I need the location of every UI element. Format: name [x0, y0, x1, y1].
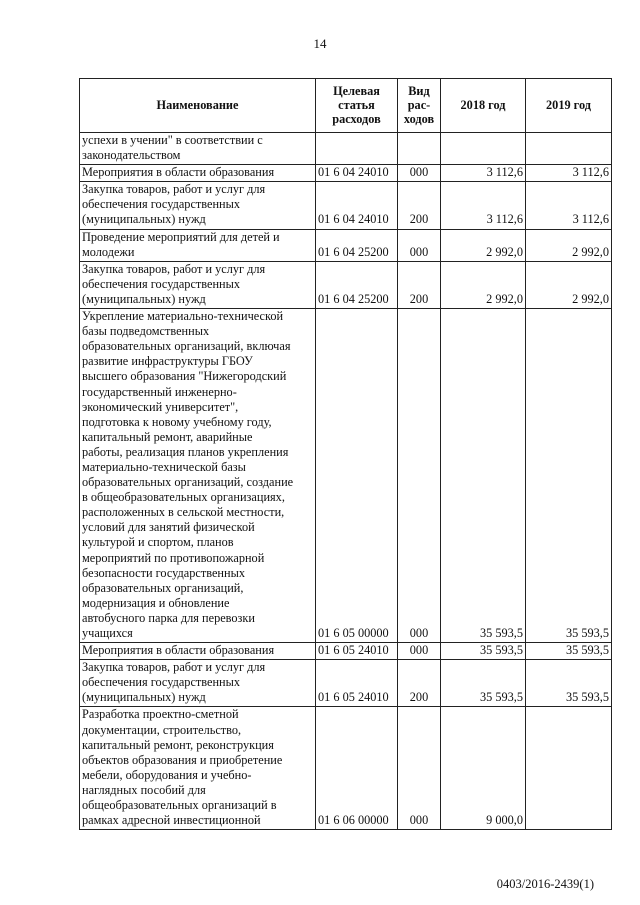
cell-name: Закупка товаров, работ и услуг для обеспечения государственных (муниципальных) нужд	[80, 182, 316, 229]
cell-name: Мероприятия в области образования	[80, 643, 316, 660]
table-row	[80, 309, 612, 643]
cell-name: Закупка товаров, работ и услуг для обеспечения государственных (муниципальных) нужд	[80, 660, 316, 707]
cell-name: Проведение мероприятий для детей и молодежи	[80, 229, 316, 261]
cell-name: успехи в учении" в соответствии с законодательством	[80, 133, 316, 165]
cell-name: Мероприятия в области образования	[80, 165, 316, 182]
cell-target-article: 01 6 05 00000	[316, 309, 398, 643]
cell-2018: 3 112,6	[441, 182, 526, 229]
cell-2019: 2 992,0	[526, 261, 612, 308]
cell-expense-kind: 200	[398, 182, 441, 229]
table-header-row	[80, 79, 612, 133]
page-number: 14	[313, 36, 327, 51]
cell-expense-kind: 000	[398, 707, 441, 830]
table-row	[80, 182, 612, 229]
cell-expense-kind	[398, 133, 441, 165]
header-name: Наименование	[80, 79, 316, 133]
cell-2018: 35 593,5	[441, 660, 526, 707]
cell-target-article: 01 6 05 24010	[316, 643, 398, 660]
cell-2019: 35 593,5	[526, 309, 612, 643]
cell-target-article: 01 6 04 24010	[316, 182, 398, 229]
cell-2019: 35 593,5	[526, 660, 612, 707]
cell-target-article: 01 6 04 25200	[316, 229, 398, 261]
cell-expense-kind: 000	[398, 165, 441, 182]
cell-2018	[441, 133, 526, 165]
cell-expense-kind: 000	[398, 309, 441, 643]
cell-target-article: 01 6 04 24010	[316, 165, 398, 182]
table-row	[80, 643, 612, 660]
table-row	[80, 165, 612, 182]
table-row	[80, 707, 612, 830]
cell-name: Закупка товаров, работ и услуг для обеспечения государственных (муниципальных) нужд	[80, 261, 316, 308]
table-row	[80, 261, 612, 308]
cell-expense-kind: 200	[398, 261, 441, 308]
cell-2018: 9 000,0	[441, 707, 526, 830]
cell-2018: 35 593,5	[441, 309, 526, 643]
cell-2019	[526, 707, 612, 830]
document-code: 0403/2016-2439(1)	[496, 877, 594, 891]
budget-table	[79, 78, 612, 830]
cell-expense-kind: 000	[398, 229, 441, 261]
cell-2019: 3 112,6	[526, 182, 612, 229]
header-2018: 2018 год	[441, 79, 526, 133]
cell-target-article: 01 6 05 24010	[316, 660, 398, 707]
table-row	[80, 660, 612, 707]
cell-target-article	[316, 133, 398, 165]
cell-2019: 3 112,6	[526, 165, 612, 182]
cell-expense-kind: 200	[398, 660, 441, 707]
cell-2018: 2 992,0	[441, 229, 526, 261]
cell-2019: 2 992,0	[526, 229, 612, 261]
cell-target-article: 01 6 04 25200	[316, 261, 398, 308]
cell-2018: 35 593,5	[441, 643, 526, 660]
cell-2018: 3 112,6	[441, 165, 526, 182]
table-row	[80, 133, 612, 165]
cell-2018: 2 992,0	[441, 261, 526, 308]
cell-target-article: 01 6 06 00000	[316, 707, 398, 830]
cell-expense-kind: 000	[398, 643, 441, 660]
header-expense-kind: Вид рас- ходов	[398, 79, 441, 133]
header-2019: 2019 год	[526, 79, 612, 133]
cell-2019	[526, 133, 612, 165]
cell-name: Укрепление материально-технической базы подведомственных образовательных организаций, включая развитие инфраструктуры ГБОУ высшего образования "Нижегородский государственный инженерно- экономический университет", подготовка к новому учебному году, капитальный ремонт, аварийные работы, реализация планов укрепления материально-технической базы образовательных организаций, создание в общеобразовательных организациях, расположенных в сельской местности, условий для занятий физической культурой и спортом, планов мероприятий по противопожарной безопасности государственных образовательных организаций, модернизация и обновление автобусного парка для перевозки учащихся	[80, 309, 316, 643]
table-row	[80, 229, 612, 261]
header-target-article: Целевая статья расходов	[316, 79, 398, 133]
cell-2019: 35 593,5	[526, 643, 612, 660]
cell-name: Разработка проектно-сметной документации, строительство, капитальный ремонт, реконструкция объектов образования и приобретение мебели, оборудования и учебно- наглядных пособий для общеобразовательных организаций в рамках адресной инвестиционной	[80, 707, 316, 830]
